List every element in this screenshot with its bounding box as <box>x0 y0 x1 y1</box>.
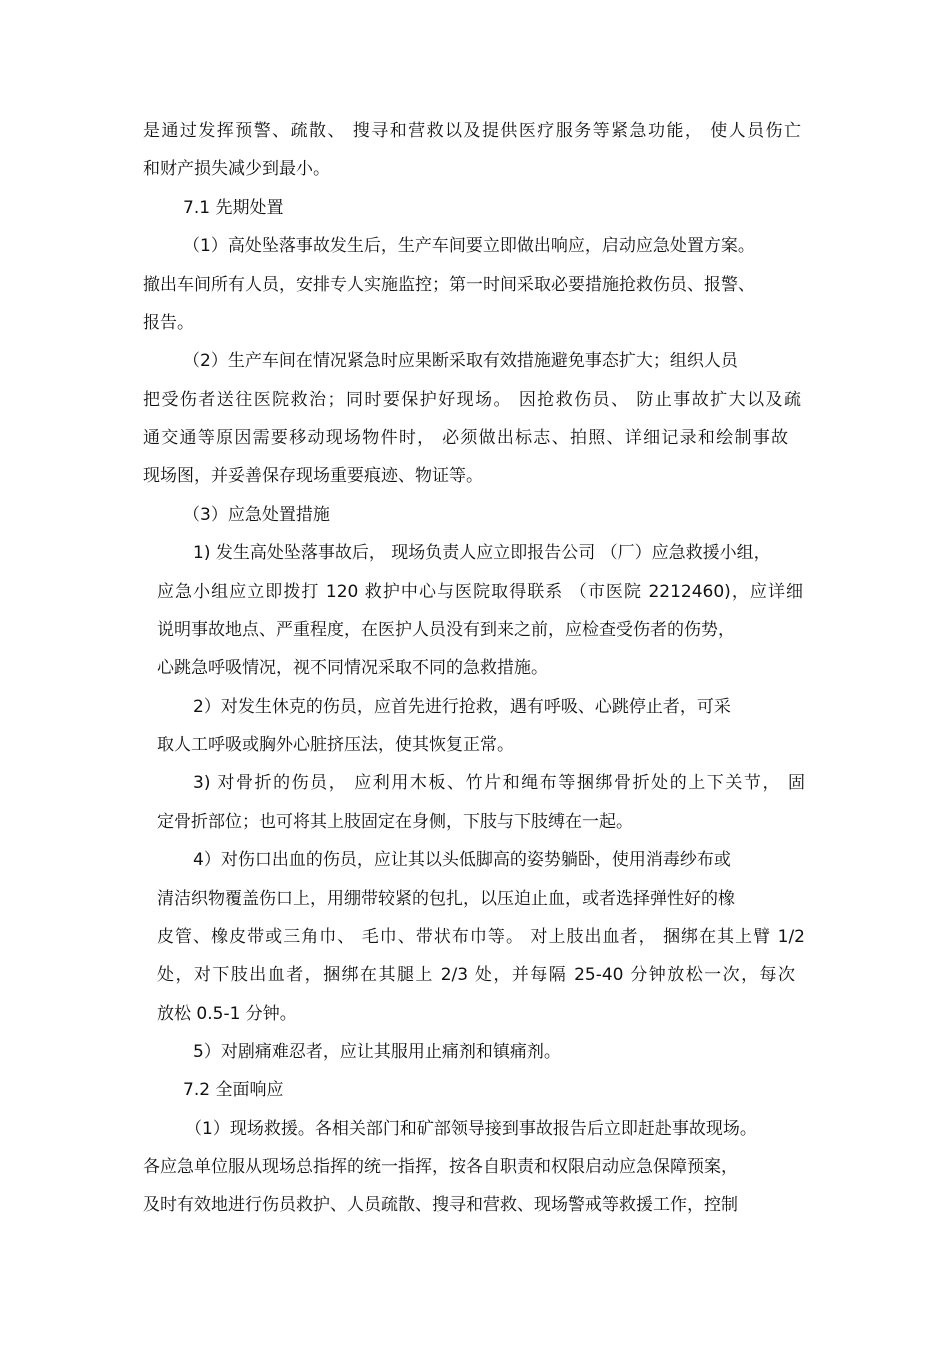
text-line-7: （2）生产车间在情况紧急时应果断采取有效措施避免事态扩大；组织人员 <box>183 351 738 371</box>
text-line-8: 把受伤者送往医院救治；同时要保护好现场。 因抢救伤员、 防止事故扩大以及疏 <box>143 390 801 410</box>
text-line-15: 心跳急呼吸情况，视不同情况采取不同的急救措施。 <box>157 658 548 678</box>
text-line-18: 3) 对骨折的伤员， 应利用木板、竹片和绳布等捆绑骨折处的上下关节， 固 <box>193 773 805 793</box>
section-heading-7-1: 7.1 先期处置 <box>183 198 284 218</box>
text-line-21: 清洁织物覆盖伤口上，用绷带较紧的包扎，以压迫止血，或者选择弹性好的橡 <box>157 889 735 909</box>
text-line-27: （1）现场救援。各相关部门和矿部领导接到事故报告后立即赶赴事故现场。 <box>185 1119 757 1139</box>
text-line-1: 是通过发挥预警、疏散、 搜寻和营救以及提供医疗服务等紧急功能， 使人员伤亡 <box>143 121 801 141</box>
text-line-6: 报告。 <box>143 313 194 333</box>
section-heading-3: （3）应急处置措施 <box>183 505 330 525</box>
section-heading-7-2: 7.2 全面响应 <box>183 1080 284 1100</box>
text-line-14: 说明事故地点、严重程度，在医护人员没有到来之前，应检查受伤者的伤势， <box>157 620 735 640</box>
text-line-13: 应急小组应立即拨打 120 救护中心与医院取得联系 （市医院 2212460)，应详细 <box>157 582 803 602</box>
text-line-17: 取人工呼吸或胸外心脏挤压法，使其恢复正常。 <box>157 735 514 755</box>
text-line-24: 放松 0.5-1 分钟。 <box>157 1004 297 1024</box>
text-line-25: 5）对剧痛难忍者，应让其服用止痛剂和镇痛剂。 <box>193 1042 561 1062</box>
text-line-4: （1）高处坠落事故发生后，生产车间要立即做出响应，启动应急处置方案。 <box>183 236 755 256</box>
text-line-19: 定骨折部位；也可将其上肢固定在身侧，下肢与下肢缚在一起。 <box>157 812 633 832</box>
text-line-10: 现场图，并妥善保存现场重要痕迹、物证等。 <box>143 466 483 486</box>
text-line-2: 和财产损失减少到最小。 <box>143 159 330 179</box>
text-line-23: 处，对下肢出血者，捆绑在其腿上 2/3 处，并每隔 25-40 分钟放松一次，每次 <box>157 965 795 985</box>
text-line-9: 通交通等原因需要移动现场物件时， 必须做出标志、拍照、详细记录和绘制事故 <box>143 428 788 448</box>
text-line-22: 皮管、橡皮带或三角巾、 毛巾、带状布巾等。 对上肢出血者， 捆绑在其上臂 1/2 <box>157 927 805 947</box>
text-line-29: 及时有效地进行伤员救护、人员疏散、搜寻和营救、现场警戒等救援工作，控制 <box>143 1195 738 1215</box>
text-line-16: 2）对发生休克的伤员，应首先进行抢救，遇有呼吸、心跳停止者，可采 <box>193 697 731 717</box>
text-line-5: 撤出车间所有人员，安排专人实施监控；第一时间采取必要措施抢救伤员、报警、 <box>143 275 755 295</box>
text-line-28: 各应急单位服从现场总指挥的统一指挥，按各自职责和权限启动应急保障预案， <box>143 1157 738 1177</box>
text-line-20: 4）对伤口出血的伤员，应让其以头低脚高的姿势躺卧，使用消毒纱布或 <box>193 850 731 870</box>
text-line-12: 1) 发生高处坠落事故后， 现场负责人应立即报告公司 （厂）应急救援小组， <box>193 543 771 563</box>
